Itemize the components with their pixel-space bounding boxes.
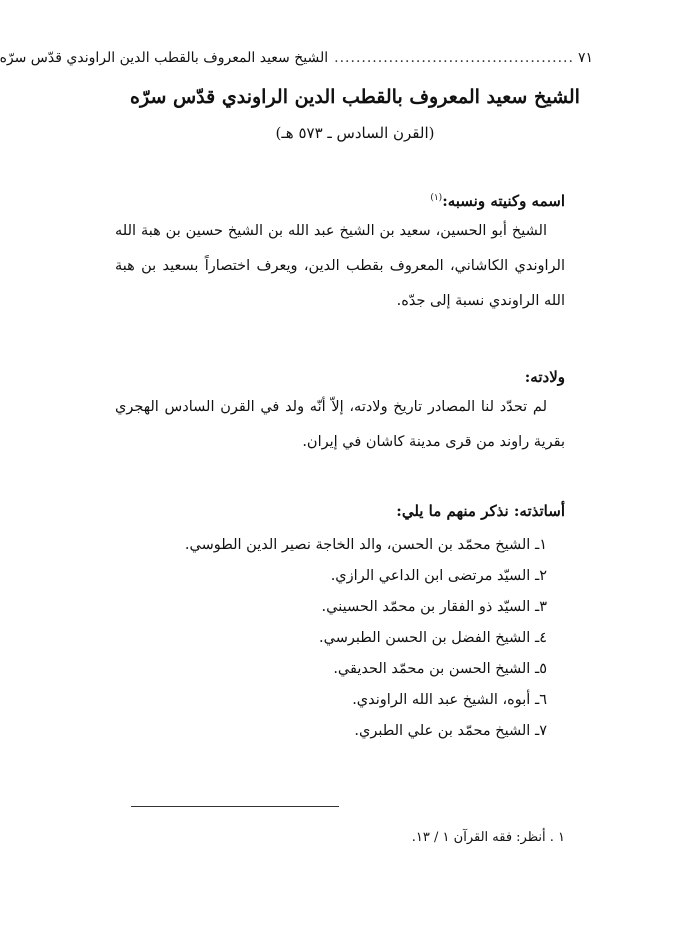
running-header — [0, 50, 593, 74]
teacher-item: ٧ـ الشيخ محمّد بن علي الطبري. — [354, 723, 547, 739]
footnote-separator — [131, 806, 339, 807]
teacher-item: ٤ـ الشيخ الفضل بن الحسن الطبرسي. — [319, 630, 547, 646]
chapter-title: الشيخ سعيد المعروف بالقطب الدين الراوندي قدّس سرّه — [130, 86, 580, 108]
teacher-item: ١ـ الشيخ محمّد بن الحسن، والد الخاجة نصير الدين الطوسي. — [184, 537, 547, 553]
birth-paragraph: لم تحدّد لنا المصادر تاريخ ولادته، إلاّ أنّه ولد في القرن السادس الهجري بقرية راوند من قرى مدينة كاشان في إيران. — [115, 399, 565, 450]
name-heading — [115, 185, 565, 214]
teacher-item: ٦ـ أبوه، الشيخ عبد الله الراوندي. — [352, 692, 547, 708]
teachers-list — [115, 530, 565, 747]
name-section — [115, 185, 565, 319]
teachers-heading: أساتذته: نذكر منهم ما يلي: — [396, 502, 565, 520]
page-number: ٧١ — [577, 50, 593, 66]
teacher-item: ٢ـ السيّد مرتضى ابن الداعي الرازي. — [330, 568, 547, 584]
running-header-title: الشيخ سعيد المعروف بالقطب الدين الراوندي قدّس سرّه — [0, 50, 329, 66]
name-heading-text: اسمه وكنيته ونسبه: — [442, 192, 565, 210]
header-leader-dots: ............................................ — [334, 50, 574, 66]
footnote-marker[interactable]: (١) — [430, 193, 443, 203]
century-subtitle: (القرن السادس ـ ٥٧٣ هـ) — [275, 124, 435, 142]
teacher-item: ٥ـ الشيخ الحسن بن محمّد الحديقي. — [333, 661, 547, 677]
teacher-item: ٣ـ السيّد ذو الفقار بن محمّد الحسيني. — [321, 599, 547, 615]
birth-section — [115, 364, 565, 460]
name-paragraph: الشيخ أبو الحسين، سعيد بن الشيخ عبد الله بن الشيخ حسين بن هبة الله الراوندي الكاشاني، المعروف بقطب الدين، ويعرف اختصاراً بسعيد بن هبة الله الراوندي نسبة إلى جدّه. — [115, 223, 565, 309]
footnote: ١ . أنظر: فقه القرآن ١ / ١٣. — [411, 830, 565, 845]
teachers-section — [115, 498, 565, 747]
birth-heading: ولادته: — [524, 368, 565, 386]
